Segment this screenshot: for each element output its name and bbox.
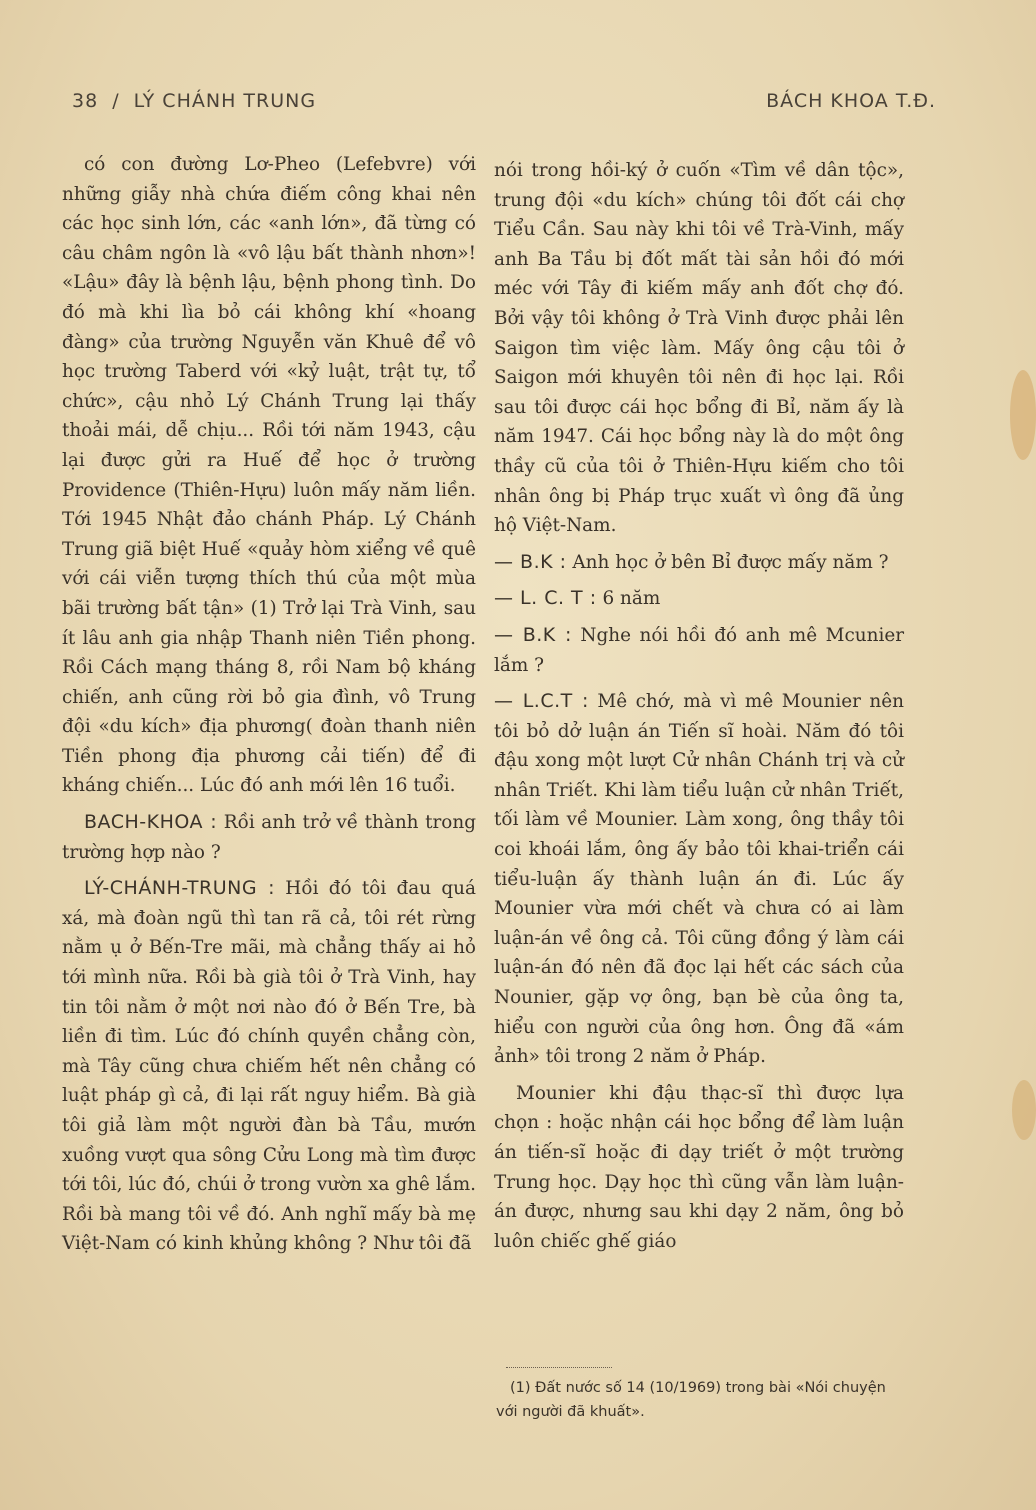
page-number: 38 (72, 90, 99, 112)
footnote-divider (506, 1367, 612, 1368)
author-name: LÝ CHÁNH TRUNG (133, 90, 317, 112)
speaker-label: — L. C. T : (494, 587, 597, 610)
question-text: Anh học ở bên Bỉ được mấy năm ? (572, 551, 889, 573)
page-header (72, 90, 936, 120)
left-column (62, 150, 476, 1259)
speaker-label: — L.C.T : (494, 690, 589, 713)
speaker-label: LÝ-CHÁNH-TRUNG : (84, 877, 275, 900)
speaker-label: — B.K : (494, 623, 572, 646)
interview-answer (494, 584, 904, 614)
header-left (72, 90, 316, 112)
interview-question (494, 621, 904, 680)
question-text: Rồi anh trở về thành trong trường hợp nào ? (62, 812, 476, 863)
paper-stain (1010, 370, 1036, 460)
answer-text: Hồi đó tôi đau quá xá, mà đoàn ngũ thì tan rã cả, tôi rét rừng nằm ụ ở Bến-Tre mãi, mà chẳng thấy ai hỏ tới mình nữa. Rồi bà già tôi ở Trà Vinh, hay tin tôi nằm ở một nơi nào đó ở Bến Tre, bà liền đi tìm. Lúc đó chính quyền chẳng còn, mà Tây cũng chưa chiếm hết nên chẳng có luật pháp gì cả, đi lại rất nguy hiểm. Bà già tôi giả làm một người đàn bà Tầu, mướn xuồng vượt qua sông Cửu Long mà tìm được tới tôi, lúc đó, chúi ở trong vườn xa ghê lắm. Rồi bà mang tôi về đó. Anh nghĩ mấy bà mẹ Việt-Nam có kinh khủng không ? Như tôi đã (62, 878, 476, 1255)
speaker-label: BACH-KHOA : (84, 811, 218, 834)
speaker-label: — B.K : (494, 550, 567, 573)
paper-stain (1012, 1080, 1036, 1140)
interview-answer (62, 874, 476, 1259)
answer-text: Mê chớ, mà vì mê Mounier nên tôi bỏ dở luận án Tiến sĩ hoài. Năm đó tôi đậu xong một lượt Cử nhân Chánh trị và cử nhân Triết. Khi làm tiểu luận cử nhân Triết, tối làm về Mounier. Làm xong, ông thầy tôi coi khoái lắm, ông ấy bảo tôi khai-triển cái tiểu-luận ấy thành luận án đi. Lúc ấy Mounier vừa mới chết và chưa có ai làm luận-án về ông cả. Tôi cũng đồng ý làm cái luận-án đó nên đã đọc lại hết các sách của Nounier, gặp vợ ông, bạn bè của ông ta, hiểu con người của ông hơn. Ông đã «ám ảnh» tôi trong 2 năm ở Pháp. (494, 691, 904, 1068)
right-column (494, 156, 904, 1256)
paragraph: có con đường Lơ-Pheo (Lefebvre) với những giẫy nhà chứa điếm công khai nên các học sinh lớn, các «anh lớn», đã từng có câu châm ngôn là «vô lậu bất thành nhơn»! «Lậu» đây là bệnh lậu, bệnh phong tình. Do đó mà khi lìa bỏ cái không khí «hoang đàng» của trường Nguyễn văn Khuê để vô học trường Taberd với «kỷ luật, trật tự, tổ chức», cậu nhỏ Lý Chánh Trung lại thấy thoải mái, dễ chịu... Rồi tới năm 1943, cậu lại được gửi ra Huế để học ở trường Providence (Thiên-Hựu) luôn mấy năm liền. Tới 1945 Nhật đảo chánh Pháp. Lý Chánh Trung giã biệt Huế «quảy hòm xiểng về quê với cái viễn tượng thích thú của một mùa bãi trường bất tận» (1) Trở lại Trà Vinh, sau ít lâu anh gia nhập Thanh niên Tiền phong. Rồi Cách mạng tháng 8, rồi Nam bộ kháng chiến, anh cũng rời bỏ gia đình, vô Trung đội «du kích» địa phương( đoàn thanh niên Tiền phong địa phương cải tiến) để đi kháng chiến... Lúc đó anh mới lên 16 tuổi. (62, 154, 476, 797)
interview-question (62, 808, 476, 867)
publication-title: BÁCH KHOA T.Đ. (766, 90, 936, 112)
header-separator: / (112, 90, 120, 112)
interview-question (494, 548, 904, 578)
paragraph: nói trong hồi-ký ở cuốn «Tìm về dân tộc», trung đội «du kích» chúng tôi đốt cái chợ Tiểu Cần. Sau này khi tôi về Trà-Vinh, mấy anh Ba Tầu bị đốt mất tài sản hồi đó mới méc với Tây đi kiếm mấy anh đốt chợ đó. Bởi vậy tôi không ở Trà Vinh được phải lên Saigon tìm việc làm. Mấy ông cậu tôi ở Saigon mới khuyên tôi nên đi học lại. Rồi sau tôi được cái học bổng đi Bỉ, năm ấy là năm 1947. Cái học bổng này là do một ông thầy cũ của tôi ở Thiên-Hựu kiếm cho tôi nhân ông bị Pháp trục xuất vì ông đã ủng hộ Việt-Nam. (494, 160, 904, 537)
paragraph: Mounier khi đậu thạc-sĩ thì được lựa chọn : hoặc nhận cái học bổng để làm luận án tiến-sĩ hoặc đi dạy triết ở một trường Trung học. Dạy học thì cũng vẫn làm luận-án được, nhưng sau khi dạy 2 năm, ông bỏ luôn chiếc ghế giáo (494, 1082, 904, 1252)
interview-answer (494, 687, 904, 1072)
answer-text: 6 năm (602, 588, 661, 610)
footnote: (1) Đất nước số 14 (10/1969) trong bài «Nói chuyện với người đã khuất». (496, 1380, 886, 1420)
question-text: Nghe nói hồi đó anh mê Mcunier lắm ? (494, 624, 905, 676)
